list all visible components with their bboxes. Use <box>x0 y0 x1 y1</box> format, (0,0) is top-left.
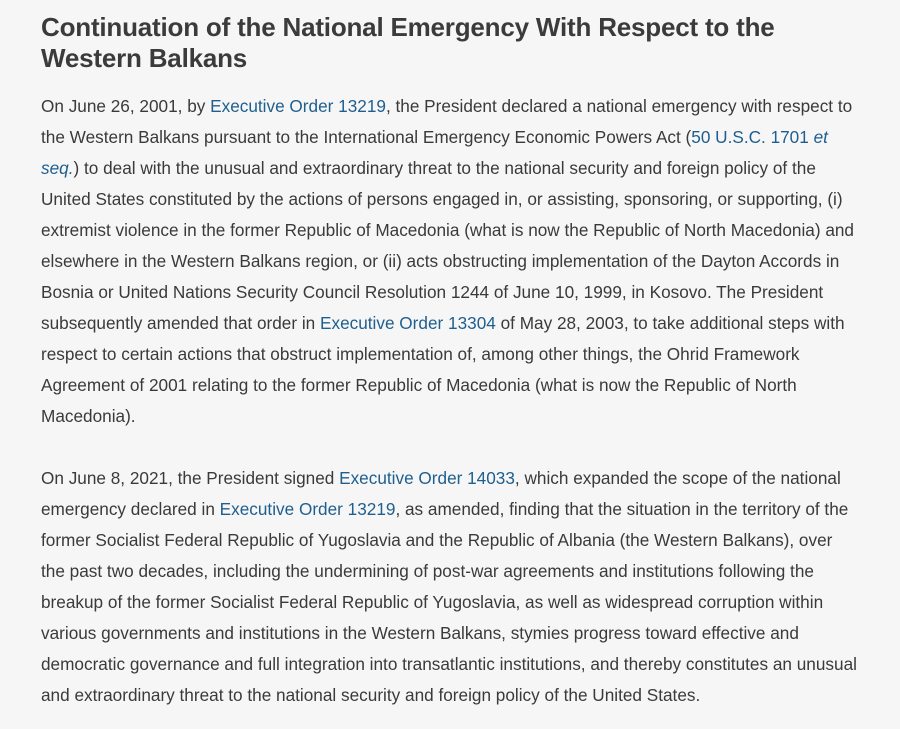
paragraph-2-text-a: On June 8, 2021, the President signed <box>41 468 340 488</box>
paragraph-1-text-c: ) to deal with the unusual and extraordinary threat to the national security and foreign policy of the United States constituted by the actions of persons engaged in, or assisting, sponsoring, or supporting, (i) extremist violence in the former Republic of Macedonia (what is now the Republic of North Macedonia) and elsewhere in the Western Balkans region, or (ii) acts obstructing implementation of the Dayton Accords in Bosnia or United Nations Security Council Resolution 1244 of June 10, 1999, in Kosovo. The President subsequently amended that order in <box>41 158 854 333</box>
link-executive-order-13219-second[interactable]: Executive Order 13219 <box>219 499 396 519</box>
link-et-seq-text: et seq. <box>41 127 828 178</box>
link-executive-order-13304[interactable]: Executive Order 13304 <box>320 313 496 333</box>
paragraph-1-text-a: On June 26, 2001, by <box>41 96 211 116</box>
paragraph-2-text-c: , as amended, finding that the situation in the territory of the former Socialist Federal Republic of Yugoslavia and the Republic of Albania (the Western Balkans), over the past two decades, including the undermining of post-war agreements and institutions following the breakup of the former Socialist Federal Republic of Yugoslavia, as well as widespread corruption within various governments and institutions in the Western Balkans, stymies progress toward effective and democratic governance and full integration into transatlantic institutions, and thereby constitutes an unusual and extraordinary threat to the national security and foreign policy of the United States. <box>41 499 857 705</box>
link-executive-order-14033[interactable]: Executive Order 14033 <box>339 468 515 488</box>
link-50-usc-1701-text: 50 U.S.C. 1701 <box>691 127 809 147</box>
section-heading: Continuation of the National Emergency With Respect to the Western Balkans <box>41 12 775 73</box>
paragraph-1 <box>41 91 860 432</box>
paragraph-2 <box>41 463 860 711</box>
paragraph-1-text-b: , the President declared a national emergency with respect to the Western Balkans pursuant to the International Emergency Economic Powers Act ( <box>41 96 853 147</box>
paragraph-1-text-d: of May 28, 2003, to take additional steps with respect to certain actions that obstruct implementation of, among other things, the Ohrid Framework Agreement of 2001 relating to the former Republic of Macedonia (what is now the Republic of North Macedonia). <box>41 313 845 426</box>
paragraph-2-text-b: , which expanded the scope of the national emergency declared in <box>41 468 841 519</box>
link-executive-order-13219[interactable]: Executive Order 13219 <box>210 96 386 116</box>
